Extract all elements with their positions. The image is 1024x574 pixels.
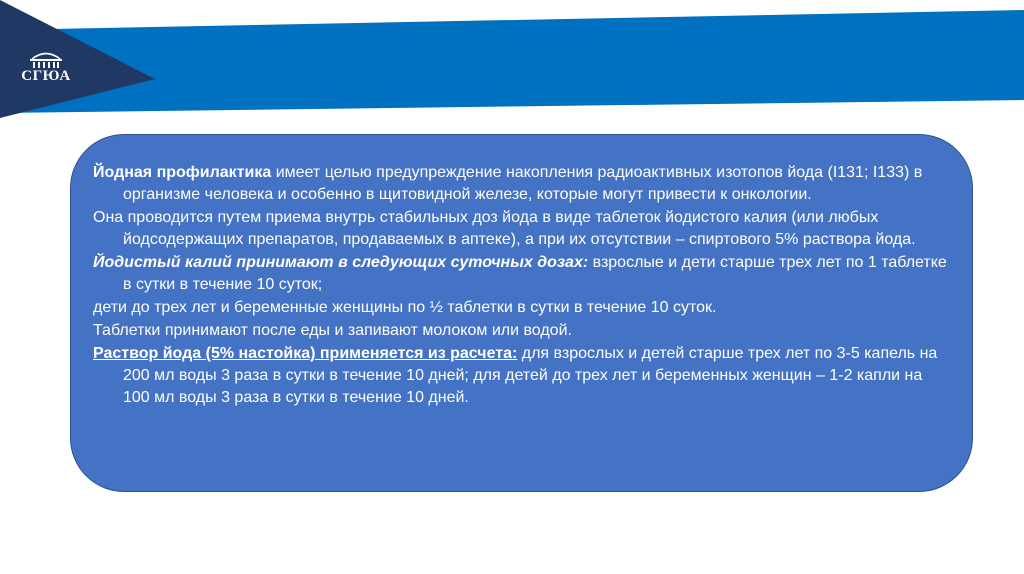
blue-band: [0, 10, 1024, 113]
paragraph-6-lead: Раствор йода (5% настойка) применяется из расчета:: [93, 345, 518, 362]
header-banner: [0, 0, 1024, 130]
paragraph-1-text: имеет целью предупреждение накопления радиоактивных изотопов йода (I131; I133) в организме человека и особенно в щитовидной железе, которые могут привести к онкологии.: [123, 164, 923, 203]
paragraph-2: [93, 207, 948, 251]
paragraph-6-text: для взрослых и детей старше трех лет по 3-5 капель на 200 мл воды 3 раза в сутки в течение 10 дней; для детей до трех лет и беременных женщин – 1-2 капли на 100 мл воды 3 раза в сутки в течение 10 дней.: [123, 345, 938, 406]
paragraph-4: [93, 297, 948, 319]
header-band-graphic: [0, 0, 1024, 130]
paragraph-1: [93, 162, 948, 206]
logo-text: СГЮА: [21, 68, 71, 84]
content-box: [70, 134, 973, 492]
paragraph-4-text: дети до трех лет и беременные женщины по ½ таблетки в сутки в течение 10 суток.: [93, 299, 717, 316]
building-icon: [14, 46, 78, 70]
paragraph-5-text: Таблетки принимают после еды и запивают молоком или водой.: [93, 322, 572, 339]
paragraph-2-text: Она проводится путем приема внутрь стабильных доз йода в виде таблеток йодистого калия (или любых йодсодержащих препаратов, продаваемых в аптеке), а при их отсутствии – спиртового 5% раствора йода.: [93, 209, 916, 248]
paragraph-6: [93, 343, 948, 409]
paragraph-5: [93, 320, 948, 342]
paragraph-3-text: взрослые и дети старше трех лет по 1 таблетке в сутки в течение 10 суток;: [123, 254, 947, 293]
logo: [14, 46, 78, 92]
paragraph-3: [93, 252, 948, 296]
paragraph-3-lead: Йодистый калий принимают в следующих суточных дозах:: [93, 254, 589, 271]
paragraph-1-lead: Йодная профилактика: [93, 164, 272, 181]
